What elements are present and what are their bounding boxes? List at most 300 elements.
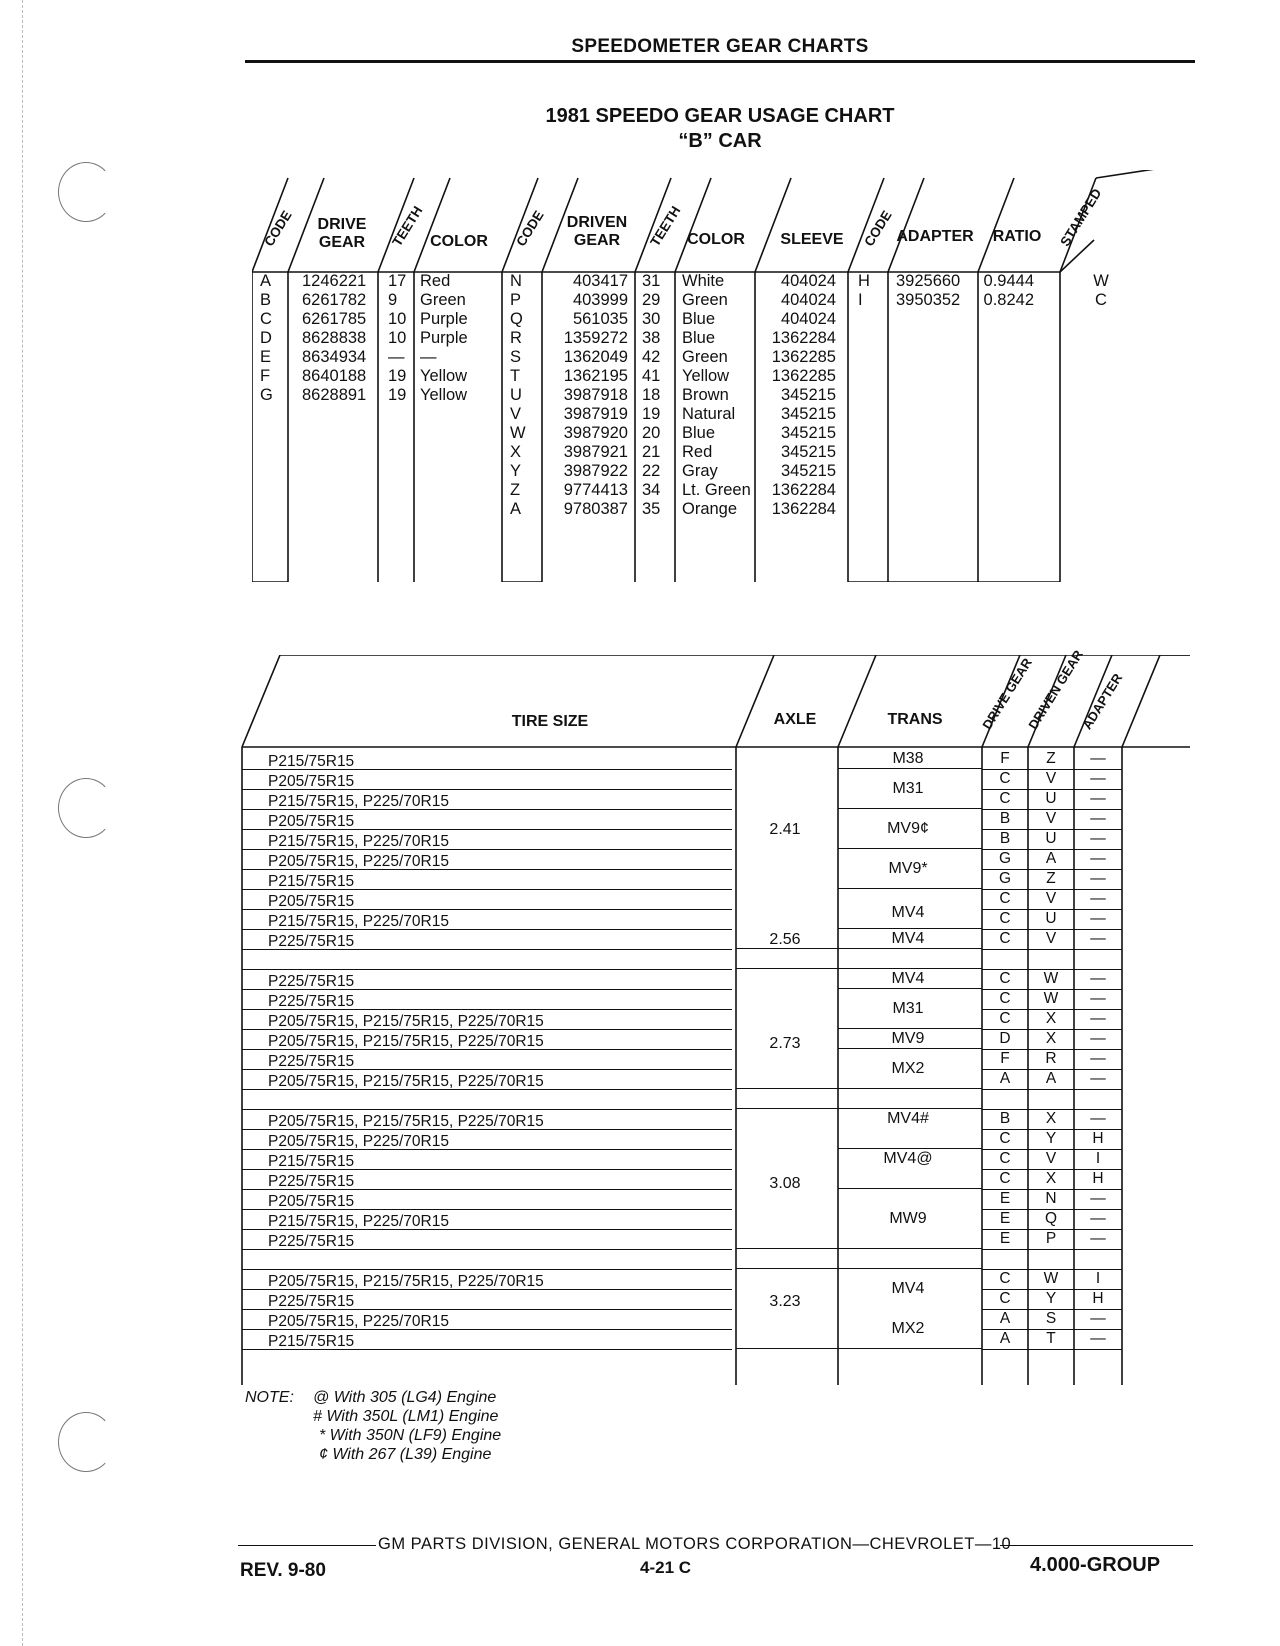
table-row: [242, 869, 732, 890]
driven-gear-part: 3987922: [563, 462, 628, 480]
drive-gear-part: 8628838: [302, 329, 367, 347]
table-row: [242, 1029, 732, 1050]
header-drive-teeth: TEETH: [389, 203, 426, 249]
ratio-column: [980, 272, 1034, 582]
sleeve-part: 345215: [780, 462, 836, 480]
adapter-ratio: 0.9444: [983, 272, 1034, 290]
adapter-code: H: [858, 272, 870, 290]
driven-teeth: 18: [642, 386, 661, 404]
adapter-part: 3950352: [896, 291, 961, 309]
binder-hole-middle: [58, 778, 114, 838]
drive-code: G: [260, 386, 273, 404]
adapter-code-cell: H: [1074, 1289, 1122, 1310]
drive-code-cell: C: [982, 789, 1028, 810]
page-header: [245, 36, 1195, 63]
driven-gear-part: 403417: [572, 272, 628, 290]
table-row: [242, 1249, 732, 1270]
table-row: [242, 829, 732, 850]
drive-code: C: [260, 310, 272, 328]
driven-color: Orange: [682, 500, 738, 518]
driven-color: Gray: [682, 462, 718, 480]
drive-color: Yellow: [420, 386, 468, 404]
adapter-code-cell: —: [1074, 769, 1122, 790]
sleeve-part: 345215: [780, 386, 836, 404]
drive-color: Purple: [420, 329, 468, 347]
trans-code: MX2: [891, 1320, 925, 1337]
tire-size: P205/75R15, P215/75R15, P225/70R15: [268, 1073, 544, 1090]
group-divider: [736, 968, 982, 969]
adapter-code-cell: —: [1074, 1069, 1122, 1090]
drive-color: —: [420, 348, 437, 366]
driven-code-cell: U: [1028, 909, 1074, 930]
driven-gear-part: 1362195: [563, 367, 628, 385]
tire-size: P225/75R15: [268, 1233, 355, 1250]
driven-code-cell: [1028, 949, 1074, 970]
sleeve-column: [760, 272, 836, 582]
driven-code-cell: V: [1028, 809, 1074, 830]
driven-color: Lt. Green: [682, 481, 751, 499]
adapter-code-cell: —: [1074, 1049, 1122, 1070]
driven-code-cell: V: [1028, 929, 1074, 950]
adapter-code-cell: —: [1074, 1229, 1122, 1250]
page-number: 4-21 C: [640, 1558, 692, 1577]
drive-teeth: 19: [388, 386, 407, 404]
trans-code: MV9*: [888, 860, 928, 877]
drive-gear-part: 6261782: [302, 291, 367, 309]
tire-size: P205/75R15: [268, 813, 355, 830]
note-item: # With 350L (LM1) Engine: [313, 1408, 499, 1425]
drive-color-column: [420, 272, 500, 582]
drive-gear-column: [302, 272, 376, 582]
table-row: [242, 1169, 732, 1190]
driven-code: A: [510, 500, 522, 518]
adapter-code-cell: —: [1074, 909, 1122, 930]
driven-color: Red: [682, 443, 713, 461]
adapter-code-cell: H: [1074, 1129, 1122, 1150]
driven-teeth: 20: [642, 424, 661, 442]
adapter-code-cell: I: [1074, 1149, 1122, 1170]
axle-ratio: 2.73: [769, 1035, 801, 1052]
driven-code-cell: A: [1028, 849, 1074, 870]
driven-code: V: [510, 405, 522, 423]
driven-color-column: [682, 272, 754, 582]
axle-ratio: 2.41: [769, 821, 801, 838]
drive-code-cell: B: [982, 1109, 1028, 1130]
drive-code-cell: C: [982, 909, 1028, 930]
header-stamped: STAMPED: [1057, 185, 1105, 249]
trans-divider: [838, 1188, 982, 1189]
trans-code: MV4: [891, 970, 925, 987]
sleeve-part: 1362284: [771, 500, 836, 518]
driven-code: W: [510, 424, 526, 442]
header-trans: TRANS: [887, 711, 943, 728]
group-divider: [736, 1088, 982, 1089]
binder-hole-bottom: [58, 1412, 114, 1472]
drive-code-cell: C: [982, 769, 1028, 790]
table-row: [242, 1129, 732, 1150]
header-adapter: ADAPTER: [896, 228, 974, 245]
drive-teeth: 19: [388, 367, 407, 385]
driven-code-cell: N: [1028, 1189, 1074, 1210]
tire-size: P205/75R15, P215/75R15, P225/70R15: [268, 1033, 544, 1050]
tire-size: P225/75R15: [268, 1293, 355, 1310]
sleeve-part: 345215: [780, 405, 836, 423]
driven-code: T: [510, 367, 521, 385]
drive-code-cell: B: [982, 809, 1028, 830]
drive-teeth-column: [388, 272, 412, 582]
trans-code: MW9: [889, 1210, 927, 1227]
tire-size: P215/75R15, P225/70R15: [268, 793, 449, 810]
header-drive-gear: DRIVE GEAR: [317, 216, 367, 251]
table-row: [242, 909, 732, 930]
drive-code-cell: F: [982, 1049, 1028, 1070]
drive-code-cell: C: [982, 929, 1028, 950]
table-row: [242, 1069, 732, 1090]
trans-divider: [838, 1048, 982, 1049]
adapter-code-cell: —: [1074, 1309, 1122, 1330]
header-tire-size: TIRE SIZE: [511, 713, 589, 730]
table-row: [242, 1089, 732, 1110]
tire-size: P205/75R15, P225/70R15: [268, 853, 449, 870]
driven-code-cell: Y: [1028, 1289, 1074, 1310]
note-item: @ With 305 (LG4) Engine: [313, 1389, 497, 1406]
tire-size: P215/75R15: [268, 1153, 355, 1170]
drive-code-cell: G: [982, 849, 1028, 870]
adapter-code-cell: —: [1074, 1209, 1122, 1230]
drive-code: B: [260, 291, 272, 309]
tire-size: P225/75R15: [268, 993, 355, 1010]
tire-size: P225/75R15: [268, 1053, 355, 1070]
adapter-code-cell: I: [1074, 1269, 1122, 1290]
driven-code-cell: V: [1028, 889, 1074, 910]
revision: REV. 9-80: [240, 1560, 326, 1581]
driven-code-cell: X: [1028, 1009, 1074, 1030]
driven-teeth: 41: [642, 367, 661, 385]
drive-code-cell: C: [982, 1289, 1028, 1310]
driven-code-cell: X: [1028, 1109, 1074, 1130]
driven-teeth: 34: [642, 481, 661, 499]
driven-code-cell: Z: [1028, 869, 1074, 890]
note-item: * With 350N (LF9) Engine: [319, 1427, 502, 1444]
driven-code-cell: V: [1028, 1149, 1074, 1170]
chart1-title: 1981 SPEEDO GEAR USAGE CHART: [545, 105, 895, 127]
adapter-code-cell: —: [1074, 1009, 1122, 1030]
drive-code-cell: E: [982, 1229, 1028, 1250]
drive-code-cell: B: [982, 829, 1028, 850]
driven-color: Yellow: [682, 367, 730, 385]
tire-size: P205/75R15: [268, 773, 355, 790]
table-row: [242, 1189, 732, 1210]
tire-size: P205/75R15, P225/70R15: [268, 1133, 449, 1150]
adapter-part: 3925660: [896, 272, 961, 290]
driven-color: Brown: [682, 386, 729, 404]
adapter-code-cell: —: [1074, 749, 1122, 770]
driven-teeth: 31: [642, 272, 661, 290]
header-adapter-2: ADAPTER: [1079, 670, 1126, 732]
driven-code-cell: X: [1028, 1029, 1074, 1050]
trans-code: MV4#: [887, 1110, 929, 1127]
driven-color: White: [682, 272, 725, 290]
driven-code: N: [510, 272, 522, 290]
driven-code-cell: R: [1028, 1049, 1074, 1070]
sleeve-part: 1362284: [771, 329, 836, 347]
header-driven-code: CODE: [513, 207, 547, 249]
driven-gear-part: 1362049: [563, 348, 628, 366]
table-row: [242, 1109, 732, 1130]
table-row: [242, 1269, 732, 1290]
drive-code-cell: E: [982, 1209, 1028, 1230]
note-label: NOTE:: [245, 1389, 294, 1406]
note-items: [313, 1388, 713, 1464]
drive-teeth: 17: [388, 272, 407, 290]
table-row: [242, 1289, 732, 1310]
trans-divider: [838, 1148, 982, 1149]
table-row: [242, 1009, 732, 1030]
adapter-stamped: W: [1093, 272, 1109, 290]
header-driven-gear: DRIVEN GEAR: [566, 214, 628, 249]
driven-teeth: 42: [642, 348, 661, 366]
tire-size: P215/75R15, P225/70R15: [268, 833, 449, 850]
drive-code-cell: [982, 1249, 1028, 1270]
trans-divider: [838, 808, 982, 809]
driven-code-cell: Z: [1028, 749, 1074, 770]
group-divider: [736, 1248, 982, 1249]
driven-code-cell: S: [1028, 1309, 1074, 1330]
drive-code-cell: G: [982, 869, 1028, 890]
tire-size: P205/75R15, P215/75R15, P225/70R15: [268, 1113, 544, 1130]
driven-code-cell: [1028, 1089, 1074, 1110]
table-row: [242, 1309, 732, 1330]
table-row: [242, 1229, 732, 1250]
adapter-code-cell: —: [1074, 1109, 1122, 1130]
trans-code: MV9: [891, 1030, 925, 1047]
table-row: [242, 1149, 732, 1170]
driven-code: Z: [510, 481, 521, 499]
driven-gear-part: 3987918: [563, 386, 628, 404]
table-row: [242, 749, 732, 770]
driven-teeth: 22: [642, 462, 661, 480]
trans-divider: [838, 988, 982, 989]
drive-gear-part: 1246221: [302, 272, 367, 290]
driven-gear-part: 561035: [572, 310, 628, 328]
drive-code-cell: C: [982, 1149, 1028, 1170]
trans-code: M38: [892, 750, 924, 767]
sleeve-part: 1362284: [771, 481, 836, 499]
trans-code: MV4: [891, 930, 925, 947]
driven-color: Green: [682, 291, 728, 309]
sleeve-part: 404024: [780, 291, 836, 309]
header-driven-gear-2: DRIVEN GEAR: [1025, 647, 1086, 732]
drive-teeth: 10: [388, 329, 407, 347]
driven-code-cell: [1028, 1249, 1074, 1270]
adapter-code-cell: [1074, 949, 1122, 970]
tire-axle-trans-chart: [240, 647, 1190, 1385]
adapter-ratio: 0.8242: [983, 291, 1034, 309]
table-row: [242, 769, 732, 790]
driven-teeth: 21: [642, 443, 661, 461]
table-row: [242, 969, 732, 990]
trans-code: MV4: [891, 1280, 925, 1297]
tire-size: P215/75R15, P225/70R15: [268, 913, 449, 930]
driven-gear-part: 3987920: [563, 424, 628, 442]
driven-color: Blue: [682, 424, 716, 442]
drive-code: D: [260, 329, 272, 347]
stamped-column: [1086, 272, 1116, 582]
adapter-code-cell: H: [1074, 1169, 1122, 1190]
adapter-column: [896, 272, 976, 582]
tire-size: P215/75R15: [268, 753, 355, 770]
adapter-code-cell: —: [1074, 969, 1122, 990]
drive-code: F: [260, 367, 271, 385]
drive-code-cell: E: [982, 1189, 1028, 1210]
adapter-code-cell: —: [1074, 1189, 1122, 1210]
header-driven-teeth: TEETH: [647, 203, 684, 249]
driven-teeth: 35: [642, 500, 661, 518]
header-driven-color: COLOR: [687, 231, 745, 248]
driven-code: P: [510, 291, 522, 309]
drive-code-cell: C: [982, 989, 1028, 1010]
adapter-code-cell: —: [1074, 929, 1122, 950]
header-drive-code: CODE: [261, 207, 295, 249]
drive-code-cell: A: [982, 1069, 1028, 1090]
tire-size: P205/75R15, P225/70R15: [268, 1313, 449, 1330]
drive-code-cell: C: [982, 1269, 1028, 1290]
page-title: SPEEDOMETER GEAR CHARTS: [571, 36, 869, 57]
tire-size: P215/75R15: [268, 1333, 355, 1350]
tire-size: P215/75R15, P225/70R15: [268, 1213, 449, 1230]
adapter-code-cell: —: [1074, 1329, 1122, 1350]
driven-code-column: [510, 272, 540, 582]
table-row: [242, 849, 732, 870]
driven-code-cell: X: [1028, 1169, 1074, 1190]
driven-code: S: [510, 348, 522, 366]
table-row: [242, 789, 732, 810]
trans-divider: [838, 1028, 982, 1029]
driven-teeth: 29: [642, 291, 661, 309]
adapter-code-cell: —: [1074, 789, 1122, 810]
tire-size: P225/75R15: [268, 1173, 355, 1190]
axle-ratio: 3.08: [769, 1175, 801, 1192]
drive-teeth: 10: [388, 310, 407, 328]
drive-color: Green: [420, 291, 466, 309]
driven-code: Y: [510, 462, 522, 480]
header-sleeve: SLEEVE: [780, 231, 844, 248]
driven-code-cell: P: [1028, 1229, 1074, 1250]
driven-teeth: 30: [642, 310, 661, 328]
driven-code-cell: U: [1028, 789, 1074, 810]
driven-color: Green: [682, 348, 728, 366]
table-row: [242, 929, 732, 950]
speedo-gear-usage-chart: [252, 170, 1200, 582]
drive-code: E: [260, 348, 272, 366]
trans-divider: [838, 928, 982, 929]
drive-code-cell: C: [982, 969, 1028, 990]
driven-code: R: [510, 329, 522, 347]
drive-gear-part: 8640188: [302, 367, 367, 385]
driven-code-cell: T: [1028, 1329, 1074, 1350]
driven-code-cell: W: [1028, 969, 1074, 990]
driven-code-cell: W: [1028, 1269, 1074, 1290]
trans-code: MV4@: [883, 1150, 933, 1167]
tire-size: P205/75R15, P215/75R15, P225/70R15: [268, 1013, 544, 1030]
driven-code: X: [510, 443, 522, 461]
drive-code-cell: D: [982, 1029, 1028, 1050]
adapter-code-cell: [1074, 1089, 1122, 1110]
drive-code: A: [260, 272, 272, 290]
tire-size: P205/75R15: [268, 1193, 355, 1210]
drive-gear-part: 6261785: [302, 310, 367, 328]
driven-code-cell: W: [1028, 989, 1074, 1010]
drive-code-cell: C: [982, 889, 1028, 910]
adapter-code-cell: —: [1074, 829, 1122, 850]
adapter-code: I: [858, 291, 863, 309]
header-axle: AXLE: [773, 711, 817, 728]
drive-code-cell: A: [982, 1309, 1028, 1330]
table-row: [242, 989, 732, 1010]
tire-size: P225/75R15: [268, 933, 355, 950]
adapter-code-cell: —: [1074, 849, 1122, 870]
tire-size: P215/75R15: [268, 873, 355, 890]
drive-teeth: 9: [388, 291, 398, 309]
header-ratio: RATIO: [992, 228, 1042, 245]
drive-code-cell: C: [982, 1009, 1028, 1030]
sleeve-part: 345215: [780, 424, 836, 442]
drive-code-column: [260, 272, 286, 582]
driven-code-cell: Q: [1028, 1209, 1074, 1230]
header-drive-gear-2: DRIVE GEAR: [979, 655, 1035, 732]
drive-code-cell: [982, 1089, 1028, 1110]
drive-code-cell: A: [982, 1329, 1028, 1350]
table-row: [242, 949, 732, 970]
driven-gear-part: 9780387: [563, 500, 628, 518]
driven-gear-column: [550, 272, 628, 582]
driven-color: Natural: [682, 405, 736, 423]
sleeve-part: 404024: [780, 272, 836, 290]
trans-code: MV9¢: [887, 820, 929, 837]
trans-code: MV4: [891, 904, 925, 921]
adapter-code-cell: —: [1074, 809, 1122, 830]
driven-gear-part: 9774413: [563, 481, 628, 499]
driven-code: U: [510, 386, 522, 404]
table-row: [242, 1209, 732, 1230]
adapter-code-cell: —: [1074, 1029, 1122, 1050]
adapter-code-column: [858, 272, 886, 582]
chart1-subtitle: “B” CAR: [678, 130, 762, 152]
table-row: [242, 889, 732, 910]
page-edge: [22, 0, 24, 1646]
table-row: [242, 1049, 732, 1070]
group-divider: [736, 1268, 982, 1269]
axle-ratio: 2.56: [769, 931, 801, 948]
group-number: 4.000-GROUP: [1030, 1554, 1161, 1576]
trans-code: M31: [892, 1000, 924, 1017]
sleeve-part: 404024: [780, 310, 836, 328]
trans-divider: [838, 888, 982, 889]
binder-hole-top: [58, 162, 114, 222]
driven-color: Blue: [682, 329, 716, 347]
tire-size: P225/75R15: [268, 973, 355, 990]
trans-code: M31: [892, 780, 924, 797]
driven-code: Q: [510, 310, 523, 328]
drive-gear-part: 8628891: [302, 386, 367, 404]
tire-size: P205/75R15: [268, 893, 355, 910]
driven-gear-part: 403999: [572, 291, 628, 309]
driven-code-cell: A: [1028, 1069, 1074, 1090]
driven-code-cell: V: [1028, 769, 1074, 790]
trans-divider: [838, 848, 982, 849]
driven-code-cell: Y: [1028, 1129, 1074, 1150]
driven-gear-part: 1359272: [563, 329, 628, 347]
